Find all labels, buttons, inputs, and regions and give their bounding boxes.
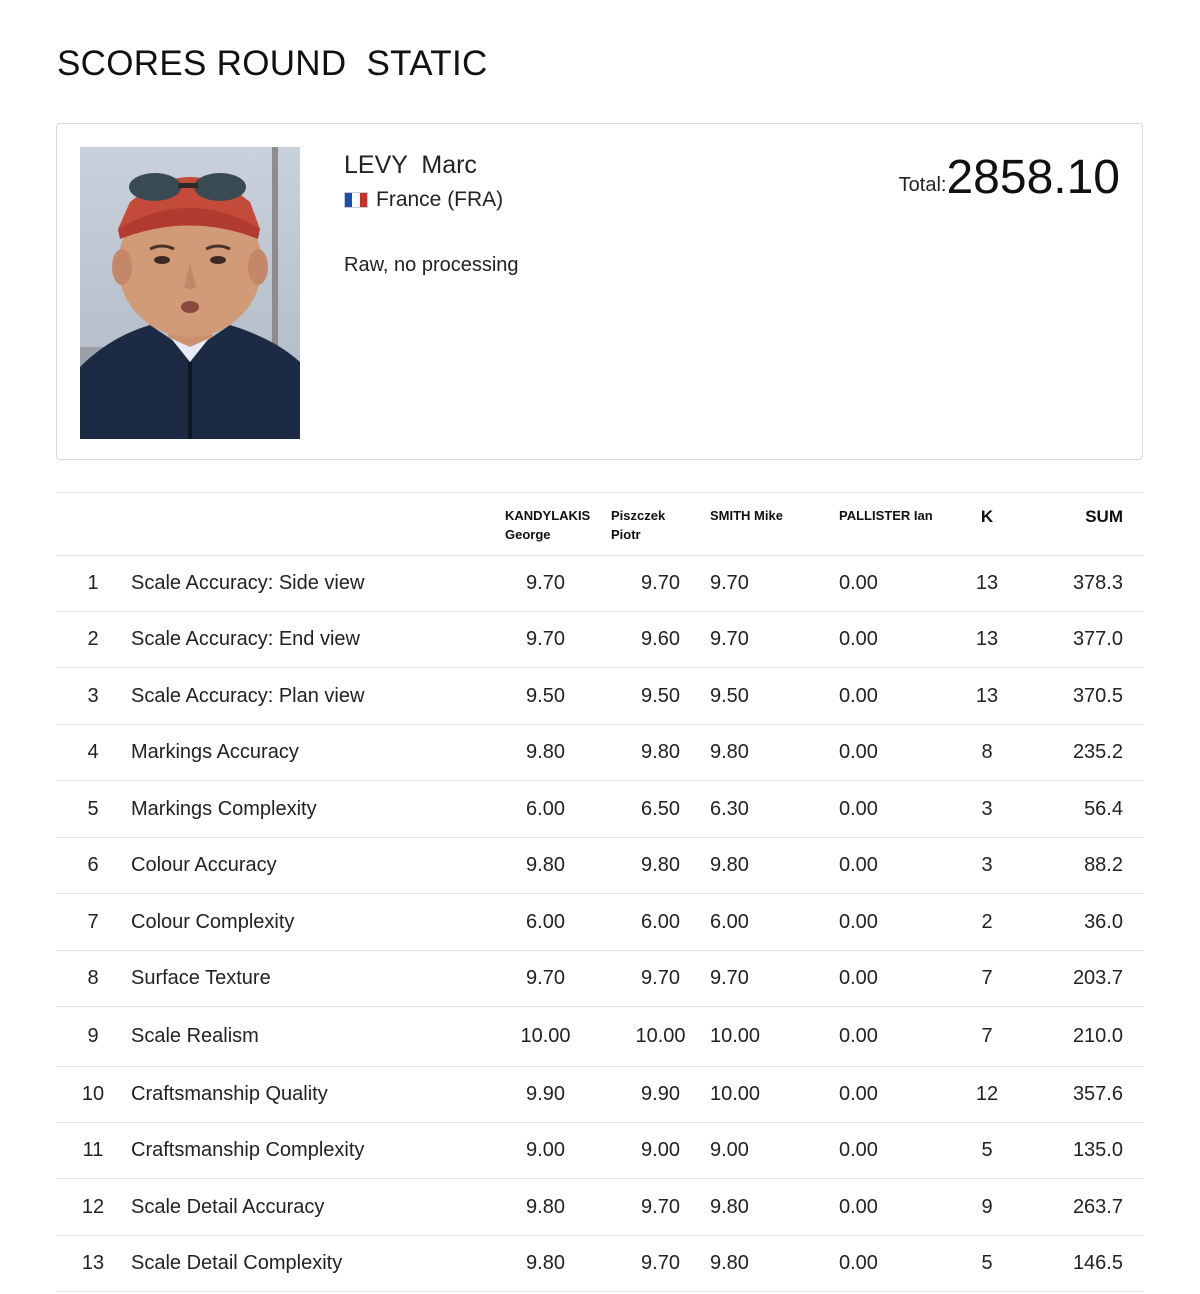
- judge-4-score: 0.00: [839, 967, 878, 989]
- k-factor: 2: [981, 910, 993, 933]
- judge-1-score: 6.00: [526, 910, 565, 933]
- judge-2-score: 6.00: [641, 910, 680, 933]
- judge-1-score: 9.70: [526, 572, 565, 594]
- page-title: SCORES ROUND STATIC: [57, 44, 488, 83]
- judge-3-score: 9.00: [710, 1139, 749, 1161]
- judge-4-score: 0.00: [839, 628, 878, 650]
- competitor-note: Raw, no processing: [344, 254, 519, 276]
- judge-2-score: 9.50: [641, 684, 680, 707]
- judge-1-score: 9.50: [526, 684, 565, 707]
- judge-4-score: 0.00: [839, 572, 878, 594]
- judge-3-score: 9.80: [710, 741, 749, 763]
- row-sum: 135.0: [1072, 1139, 1123, 1161]
- judge-1-score: 9.80: [526, 854, 565, 876]
- k-factor: 8: [981, 741, 993, 763]
- row-number: 1: [87, 572, 99, 594]
- judge-3-score: 9.70: [710, 967, 749, 989]
- judge-1-score: 9.70: [526, 967, 565, 989]
- judge-2-score: 9.90: [641, 1083, 680, 1105]
- judge-1-score: 9.80: [526, 1195, 565, 1218]
- k-factor: 5: [981, 1252, 993, 1274]
- judge-3-score: 10.00: [710, 1025, 761, 1047]
- table-row: [56, 781, 1144, 838]
- judge-3-score: 9.80: [710, 1252, 749, 1274]
- criterion-name: Markings Accuracy: [131, 741, 299, 763]
- judge-2-score: 6.50: [641, 797, 680, 820]
- row-sum: 357.6: [1072, 1083, 1123, 1105]
- criterion-name: Scale Accuracy: Plan view: [131, 684, 365, 707]
- competitor-country: [344, 188, 503, 212]
- row-sum: 210.0: [1072, 1025, 1123, 1047]
- table-header-row: [56, 493, 1144, 556]
- row-number: 5: [87, 797, 99, 820]
- criterion-name: Markings Complexity: [131, 797, 317, 820]
- judge-2-score: 9.70: [641, 572, 680, 594]
- row-number: 12: [81, 1195, 105, 1218]
- judge-1-score: 9.70: [526, 628, 565, 650]
- table-row: [56, 894, 1144, 951]
- row-sum: 146.5: [1072, 1252, 1123, 1274]
- row-number: 9: [87, 1025, 99, 1047]
- header-judge-3: SMITH Mike: [710, 508, 783, 523]
- total-value: 2858.10: [946, 151, 1120, 204]
- judge-3-score: 9.70: [710, 572, 749, 594]
- table-row: [56, 1007, 1144, 1067]
- table-row: [56, 725, 1144, 781]
- judge-3-score: 9.80: [710, 1195, 749, 1218]
- row-sum: 377.0: [1072, 628, 1123, 650]
- header-criterion: [130, 493, 480, 556]
- judge-4-score: 0.00: [839, 797, 878, 820]
- judge-2-score: 10.00: [635, 1025, 686, 1047]
- k-factor: 9: [981, 1195, 993, 1218]
- judge-3-score: 6.00: [710, 910, 749, 933]
- judge-4-score: 0.00: [839, 854, 878, 876]
- row-sum: 56.4: [1084, 797, 1123, 820]
- criterion-name: Scale Realism: [131, 1025, 259, 1047]
- table-row: [56, 1067, 1144, 1123]
- row-sum: 378.3: [1072, 572, 1123, 594]
- header-judge-4: PALLISTER Ian: [839, 508, 933, 523]
- row-sum: 36.0: [1084, 910, 1123, 933]
- judge-4-score: 0.00: [839, 1139, 878, 1161]
- row-sum: 203.7: [1072, 967, 1123, 989]
- scores-table: [56, 492, 1144, 1292]
- criterion-name: Craftsmanship Complexity: [131, 1139, 365, 1161]
- k-factor: 5: [981, 1139, 993, 1161]
- row-number: 10: [81, 1083, 105, 1105]
- judge-3-score: 10.00: [710, 1083, 761, 1105]
- total-label: Total:: [898, 174, 947, 196]
- judge-2-score: 9.00: [641, 1139, 680, 1161]
- country-label: France (FRA): [376, 188, 504, 211]
- k-factor: 13: [975, 572, 999, 594]
- judge-4-score: 0.00: [839, 741, 878, 763]
- table-row: [56, 556, 1144, 612]
- judge-3-score: 9.50: [710, 684, 749, 707]
- row-number: 6: [87, 854, 99, 876]
- table-row: [56, 1236, 1144, 1292]
- row-number: 8: [87, 967, 99, 989]
- competitor-photo: [80, 147, 300, 439]
- competitor-card: [56, 123, 1143, 460]
- row-number: 7: [87, 910, 99, 933]
- judge-1-score: 9.80: [526, 1252, 565, 1274]
- judge-4-score: 0.00: [839, 910, 878, 933]
- row-number: 11: [82, 1139, 104, 1161]
- table-row: [56, 1179, 1144, 1236]
- header-judge-1: KANDYLAKIS George: [505, 508, 591, 542]
- judge-4-score: 0.00: [839, 1083, 878, 1105]
- table-row: [56, 838, 1144, 894]
- judge-2-score: 9.80: [641, 854, 680, 876]
- table-row: [56, 612, 1144, 668]
- row-number: 13: [81, 1252, 105, 1274]
- row-sum: 263.7: [1072, 1195, 1123, 1218]
- row-sum: 88.2: [1084, 854, 1123, 876]
- france-flag-icon: [344, 192, 368, 208]
- row-number: 2: [87, 628, 99, 650]
- row-number: 4: [87, 741, 99, 763]
- k-factor: 3: [981, 797, 993, 820]
- header-k: K: [980, 507, 994, 526]
- table-row: [56, 668, 1144, 725]
- k-factor: 13: [975, 684, 999, 707]
- judge-4-score: 0.00: [839, 1025, 878, 1047]
- header-judge-2: Piszczek Piotr: [611, 508, 666, 542]
- judge-3-score: 6.30: [710, 797, 749, 820]
- competitor-name: LEVY Marc: [344, 151, 477, 179]
- criterion-name: Surface Texture: [131, 967, 271, 989]
- criterion-name: Colour Accuracy: [131, 854, 277, 876]
- judge-3-score: 9.80: [710, 854, 749, 876]
- criterion-name: Scale Detail Complexity: [131, 1252, 343, 1274]
- header-sum: SUM: [1085, 507, 1123, 526]
- table-row: [56, 951, 1144, 1007]
- k-factor: 3: [981, 854, 993, 876]
- total-score: [898, 151, 1120, 204]
- judge-1-score: 9.00: [526, 1139, 565, 1161]
- judge-1-score: 9.80: [526, 741, 565, 763]
- criterion-name: Scale Detail Accuracy: [131, 1195, 325, 1218]
- criterion-name: Scale Accuracy: Side view: [131, 572, 365, 594]
- criterion-name: Scale Accuracy: End view: [131, 628, 360, 650]
- judge-2-score: 9.70: [641, 967, 680, 989]
- row-sum: 235.2: [1072, 741, 1123, 763]
- judge-2-score: 9.70: [641, 1252, 680, 1274]
- header-number: [56, 493, 130, 556]
- judge-3-score: 9.70: [710, 628, 749, 650]
- k-factor: 12: [975, 1083, 999, 1105]
- judge-2-score: 9.80: [641, 741, 680, 763]
- table-row: [56, 1123, 1144, 1179]
- criterion-name: Craftsmanship Quality: [131, 1083, 328, 1105]
- judge-1-score: 6.00: [526, 797, 565, 820]
- judge-2-score: 9.70: [641, 1195, 680, 1218]
- k-factor: 7: [981, 1025, 993, 1047]
- judge-4-score: 0.00: [839, 1252, 878, 1274]
- k-factor: 13: [975, 628, 999, 650]
- row-sum: 370.5: [1072, 684, 1123, 707]
- judge-1-score: 10.00: [520, 1025, 571, 1047]
- judge-2-score: 9.60: [641, 628, 680, 650]
- k-factor: 7: [981, 967, 993, 989]
- judge-4-score: 0.00: [839, 1195, 878, 1218]
- row-number: 3: [87, 684, 99, 707]
- judge-4-score: 0.00: [839, 684, 878, 707]
- criterion-name: Colour Complexity: [131, 910, 295, 933]
- judge-1-score: 9.90: [526, 1083, 565, 1105]
